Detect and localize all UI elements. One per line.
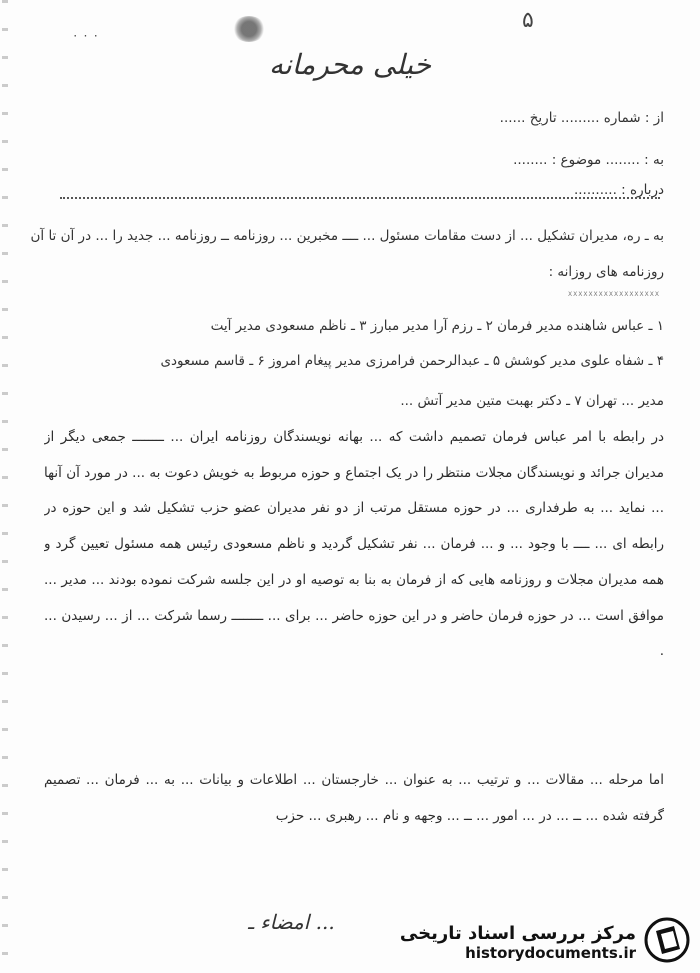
list-line-3: مدیر ... تهران ۷ ـ دکتر بهبت متین مدیر آتش ... [400,393,664,409]
top-marks: ۰ ۰ ۰ [72,28,99,42]
meta-line-from: از : شماره ......... تاریخ ...... [499,110,664,126]
page-number: ۵ [522,8,534,33]
intro-line-2: روزنامه های روزانه : [548,264,664,280]
body-paragraph-2: اما مرحله ... مقالات ... و ترتیب ... به عنوان ... خارجستان ... اطلاعات و بیانات ... به ... فرمان ... تصمیم گرفته شده ... ــ ... در ... امور ... ــ ... وجهه و نام ... رهبری ... حزب [44,772,664,824]
dotted-rule [60,197,660,199]
list-line-2: ۴ ـ شفاه علوی مدیر کوشش ۵ ـ عبدالرحمن فرامرزی مدیر پیغام امروز ۶ ـ قاسم مسعودی [160,353,664,369]
binding-marks [2,0,8,973]
classification-heading: خیلی محرمانه [268,48,432,81]
watermark-english: historydocuments.ir [465,943,636,962]
archive-logo-icon [644,917,690,967]
signature: امضاء ـ ... [248,910,335,934]
list-line-1: ۱ ـ عباس شاهنده مدیر فرمان ۲ ـ رزم آرا مدیر مبارز ۳ ـ ناظم مسعودی مدیر آیت [210,318,664,334]
intro-line: به ـ ره، مدیران تشکیل ... از دست مقامات مسئول ... ــــ مخبرین ... روزنامه ــ روزنامه ... جدید را ... در آن تا آن [30,228,664,244]
meta-line-subject: درباره : .......... [573,182,664,198]
watermark-arabic: مرکز بررسی اسناد تاریخی [399,922,636,944]
body-paragraph: در رابطه با امر عباس فرمان تصمیم داشت که ... بهانه نویسندگان روزنامه ایران ... ــــــــ جمعی دیگر از مدیران جرائد و نویسندگان مجلات منتظر را در یک اجتماع و حوزه مربوط به خویش دعوت به ... در مورد آن آنها ... نماید ... به طرفداری ... در حوزه مستقل مرتب از دو نفر مدیران عضو حزب تشکیل شد و این حوزه در رابطه ای ... ــــ با وجود ... و ... فرمان ... نفر تشکیل گردید و ناظم مسعودی رئیس همه مسئول تعیین گرد و همه مدیران مجلات و روزنامه هایی که از فرمان به بنا به توصیه او در این جلسه شرکت نموده بودند ... مدیر ... موافق است ... در حوزه فرمان حاضر و در این حوزه حاضر ... برای ... ــــــــ رسما شرکت ... از ... رسیدن ... . [44,429,664,660]
archive-watermark [400,917,690,967]
ink-blot [232,16,266,42]
underline-note: XXXXXXXXXXXXXXXXXX [568,291,660,298]
meta-line-to: به : ........ موضوع : ........ [513,152,664,168]
